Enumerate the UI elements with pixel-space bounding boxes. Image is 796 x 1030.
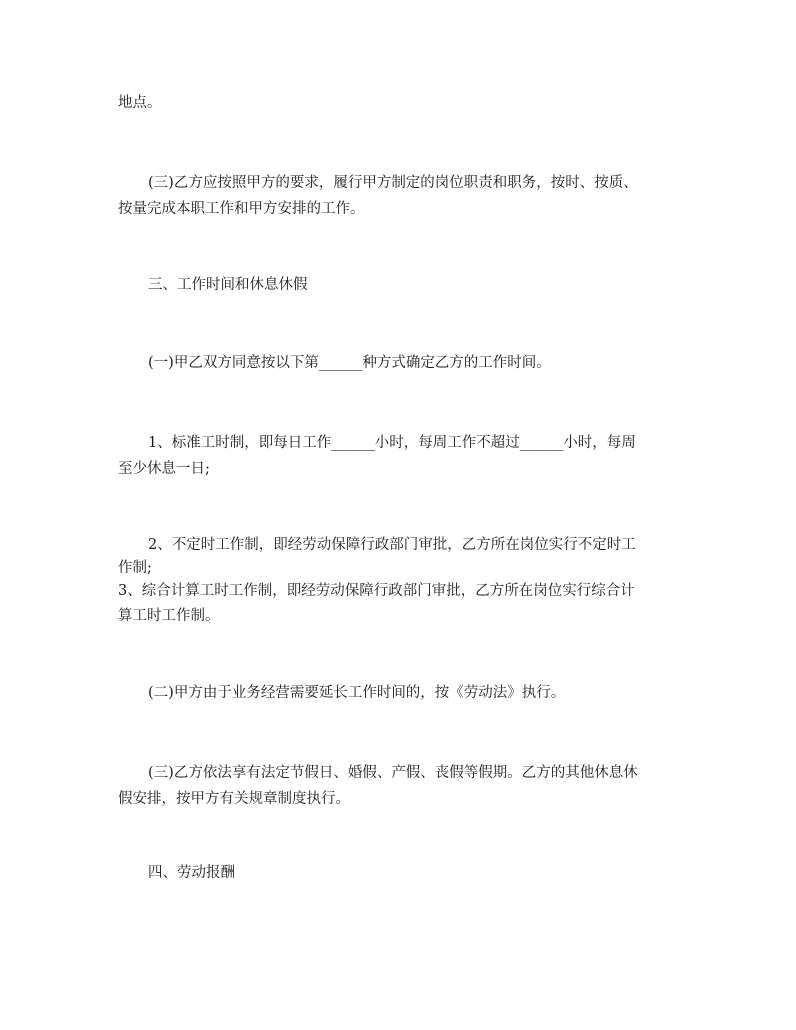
clause-3-holidays-line-1: (三)乙方依法享有法定节假日、婚假、产假、丧假等假期。乙方的其他休息休 bbox=[148, 765, 638, 781]
text-line-location-end: 地点。 bbox=[118, 95, 162, 111]
clause-3-holidays-line-2: 假安排，按甲方有关规章制度执行。 bbox=[118, 791, 350, 807]
clause-1-work-time-method: (一)甲乙双方同意按以下第______种方式确定乙方的工作时间。 bbox=[148, 355, 551, 371]
item-3-comprehensive-hours-line-2: 算工时工作制。 bbox=[118, 608, 220, 624]
clause-2-overtime: (二)甲方由于业务经营需要延长工作时间的，按《劳动法》执行。 bbox=[148, 685, 566, 701]
item-2-flexible-hours-line-1: 2、不定时工作制，即经劳动保障行政部门审批，乙方所在岗位实行不定时工 bbox=[148, 537, 636, 553]
item-1-standard-hours-line-2: 至少休息一日; bbox=[118, 461, 210, 477]
item-3-comprehensive-hours-line-1: 3、综合计算工时工作制，即经劳动保障行政部门审批，乙方所在岗位实行综合计 bbox=[118, 583, 635, 599]
clause-3-duties-line-1: (三)乙方应按照甲方的要求，履行甲方制定的岗位职责和职务，按时、按质、 bbox=[148, 175, 638, 191]
clause-3-duties-line-2: 按量完成本职工作和甲方安排的工作。 bbox=[118, 201, 365, 217]
item-2-flexible-hours-line-2: 作制; bbox=[118, 560, 152, 576]
item-1-standard-hours-line-1: 1、标准工时制，即每日工作______小时，每周工作不超过______小时，每周 bbox=[148, 435, 636, 451]
section-heading-work-hours: 三、工作时间和休息休假 bbox=[148, 277, 308, 293]
section-heading-remuneration: 四、劳动报酬 bbox=[148, 865, 235, 881]
